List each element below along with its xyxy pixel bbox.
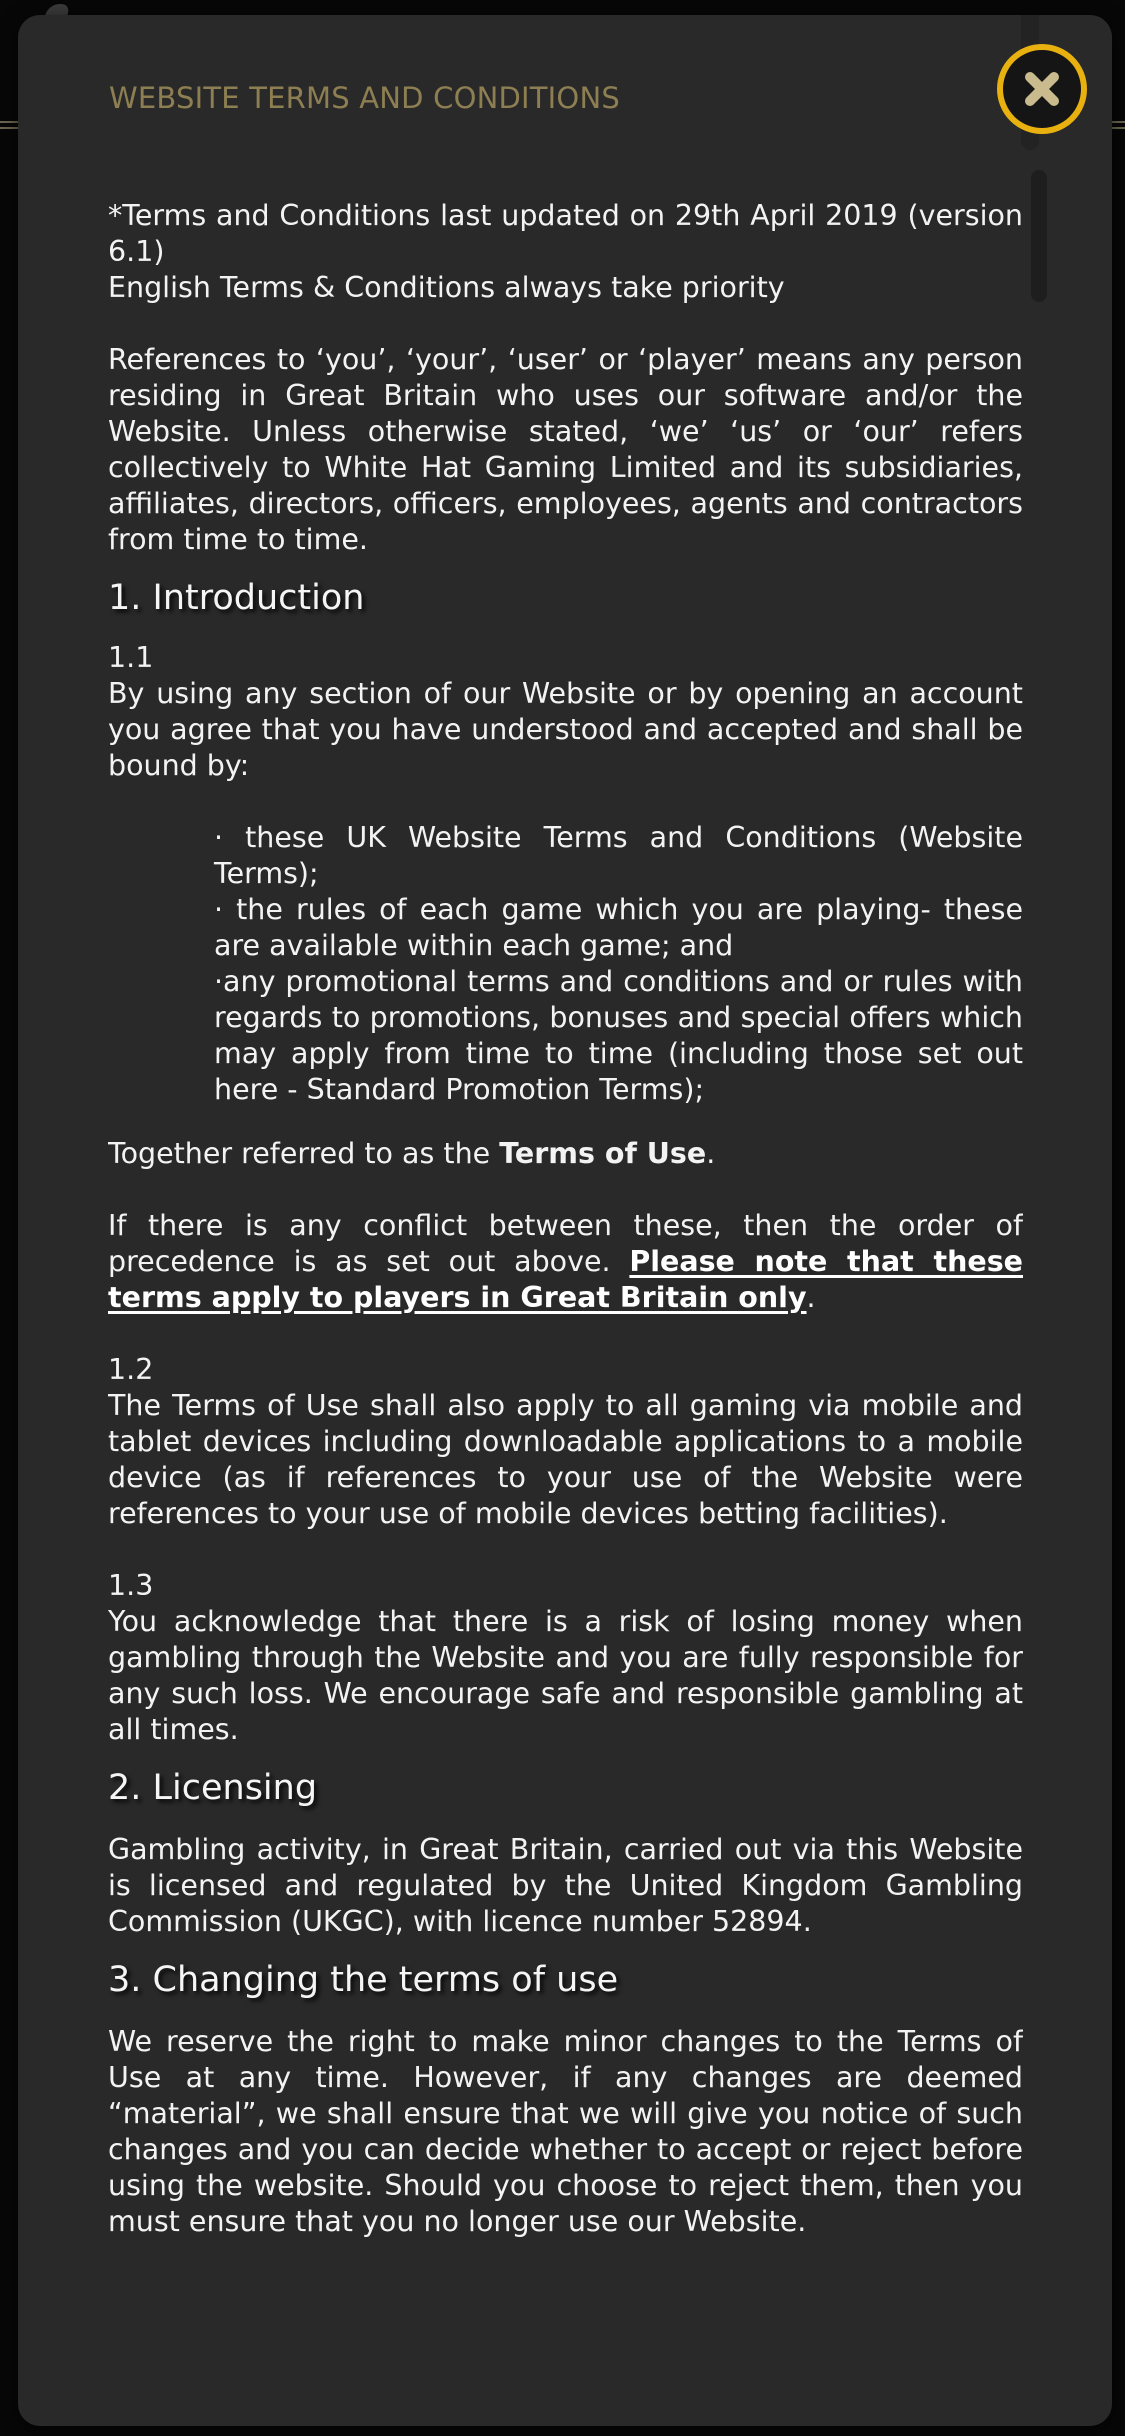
clause-1-2-text: The Terms of Use shall also apply to all gaming via mobile and tablet devices including downloadable applications to a mobile device (as if references to your use of the Website were references to your use of mobile devices betting facilities). <box>108 1389 1023 1530</box>
terms-of-use-definition <box>108 1136 1023 1172</box>
background-menu-line <box>1112 127 1125 129</box>
terms-of-use-bold: Terms of Use <box>499 1137 707 1170</box>
modal-title: WEBSITE TERMS AND CONDITIONS <box>109 81 620 115</box>
bullet-item: · these UK Website Terms and Conditions (Website Terms); <box>214 821 1023 890</box>
clause-number: 1.2 <box>108 1353 154 1386</box>
great-britain-only-link[interactable]: Please note that these terms apply to players in Great Britain only <box>108 1245 1023 1314</box>
close-button[interactable] <box>997 44 1087 134</box>
section-heading-licensing: 2. Licensing <box>108 1768 318 1808</box>
conflict-paragraph <box>108 1208 1023 1316</box>
clause-1-3-text: You acknowledge that there is a risk of losing money when gambling through the Website and you are fully responsible for any such loss. We encourage safe and responsible gambling at all times. <box>108 1605 1023 1746</box>
clause-1-1-text: By using any section of our Website or by opening an account you agree that you have understood and accepted and shall be bound by: <box>108 677 1023 782</box>
references-paragraph: References to ‘you’, ‘your’, ‘user’ or ‘player’ means any person residing in Great Britain who uses our software and/or the Website. Unless otherwise stated, ‘we’ ‘us’ or ‘our’ refers collectively to White Hat Gaming Limited and its subsidiaries, affiliates, directors, officers, employees, agents and contractors from time to time. <box>108 343 1023 556</box>
terms-modal <box>18 15 1112 2426</box>
definition-prefix: Together referred to as the <box>108 1137 500 1170</box>
section-heading-introduction: 1. Introduction <box>108 578 365 618</box>
last-updated-text <box>108 198 1023 270</box>
close-icon <box>1022 69 1062 109</box>
section-heading-changing-terms: 3. Changing the terms of use <box>108 1960 619 2000</box>
terms-content[interactable] <box>108 198 1023 2347</box>
clause-number: 1.3 <box>108 1569 154 1602</box>
bullet-item: · the rules of each game which you are playing- these are available within each game; and <box>214 893 1023 962</box>
bullet-item: ·any promotional terms and conditions and or rules with regards to promotions, bonuses and special offers which may apply from time to time (including those set out here - Standard Promotion Terms); <box>214 965 1023 1106</box>
content-scrollbar[interactable] <box>1031 170 1047 302</box>
changing-terms-paragraph: We reserve the right to make minor changes to the Terms of Use at any time. However, if any changes are deemed “material”, we shall ensure that we will give you notice of such changes and you can decide whether to accept or reject before using the website. Should you choose to reject them, then you must ensure that you no longer use our Website. <box>108 2025 1023 2238</box>
licensing-paragraph: Gambling activity, in Great Britain, carried out via this Website is licensed and regulated by the United Kingdom Gambling Commission (UKGC), with licence number 52894. <box>108 1833 1023 1938</box>
background-menu-line <box>1112 121 1125 123</box>
last-updated-line: *Terms and Conditions last updated on 29th April 2019 (version 6.1) <box>108 199 1023 268</box>
background-menu-line <box>0 121 18 123</box>
definition-suffix: . <box>706 1137 716 1170</box>
background-menu-line <box>0 127 18 129</box>
bullet-list <box>214 820 1023 1108</box>
clause-number: 1.1 <box>108 641 154 674</box>
conflict-suffix: . <box>806 1281 816 1314</box>
language-priority-text: English Terms & Conditions always take priority <box>108 271 785 304</box>
conflict-text: If there is any conflict between these, then the order of precedence is as set out above. <box>108 1209 1023 1278</box>
